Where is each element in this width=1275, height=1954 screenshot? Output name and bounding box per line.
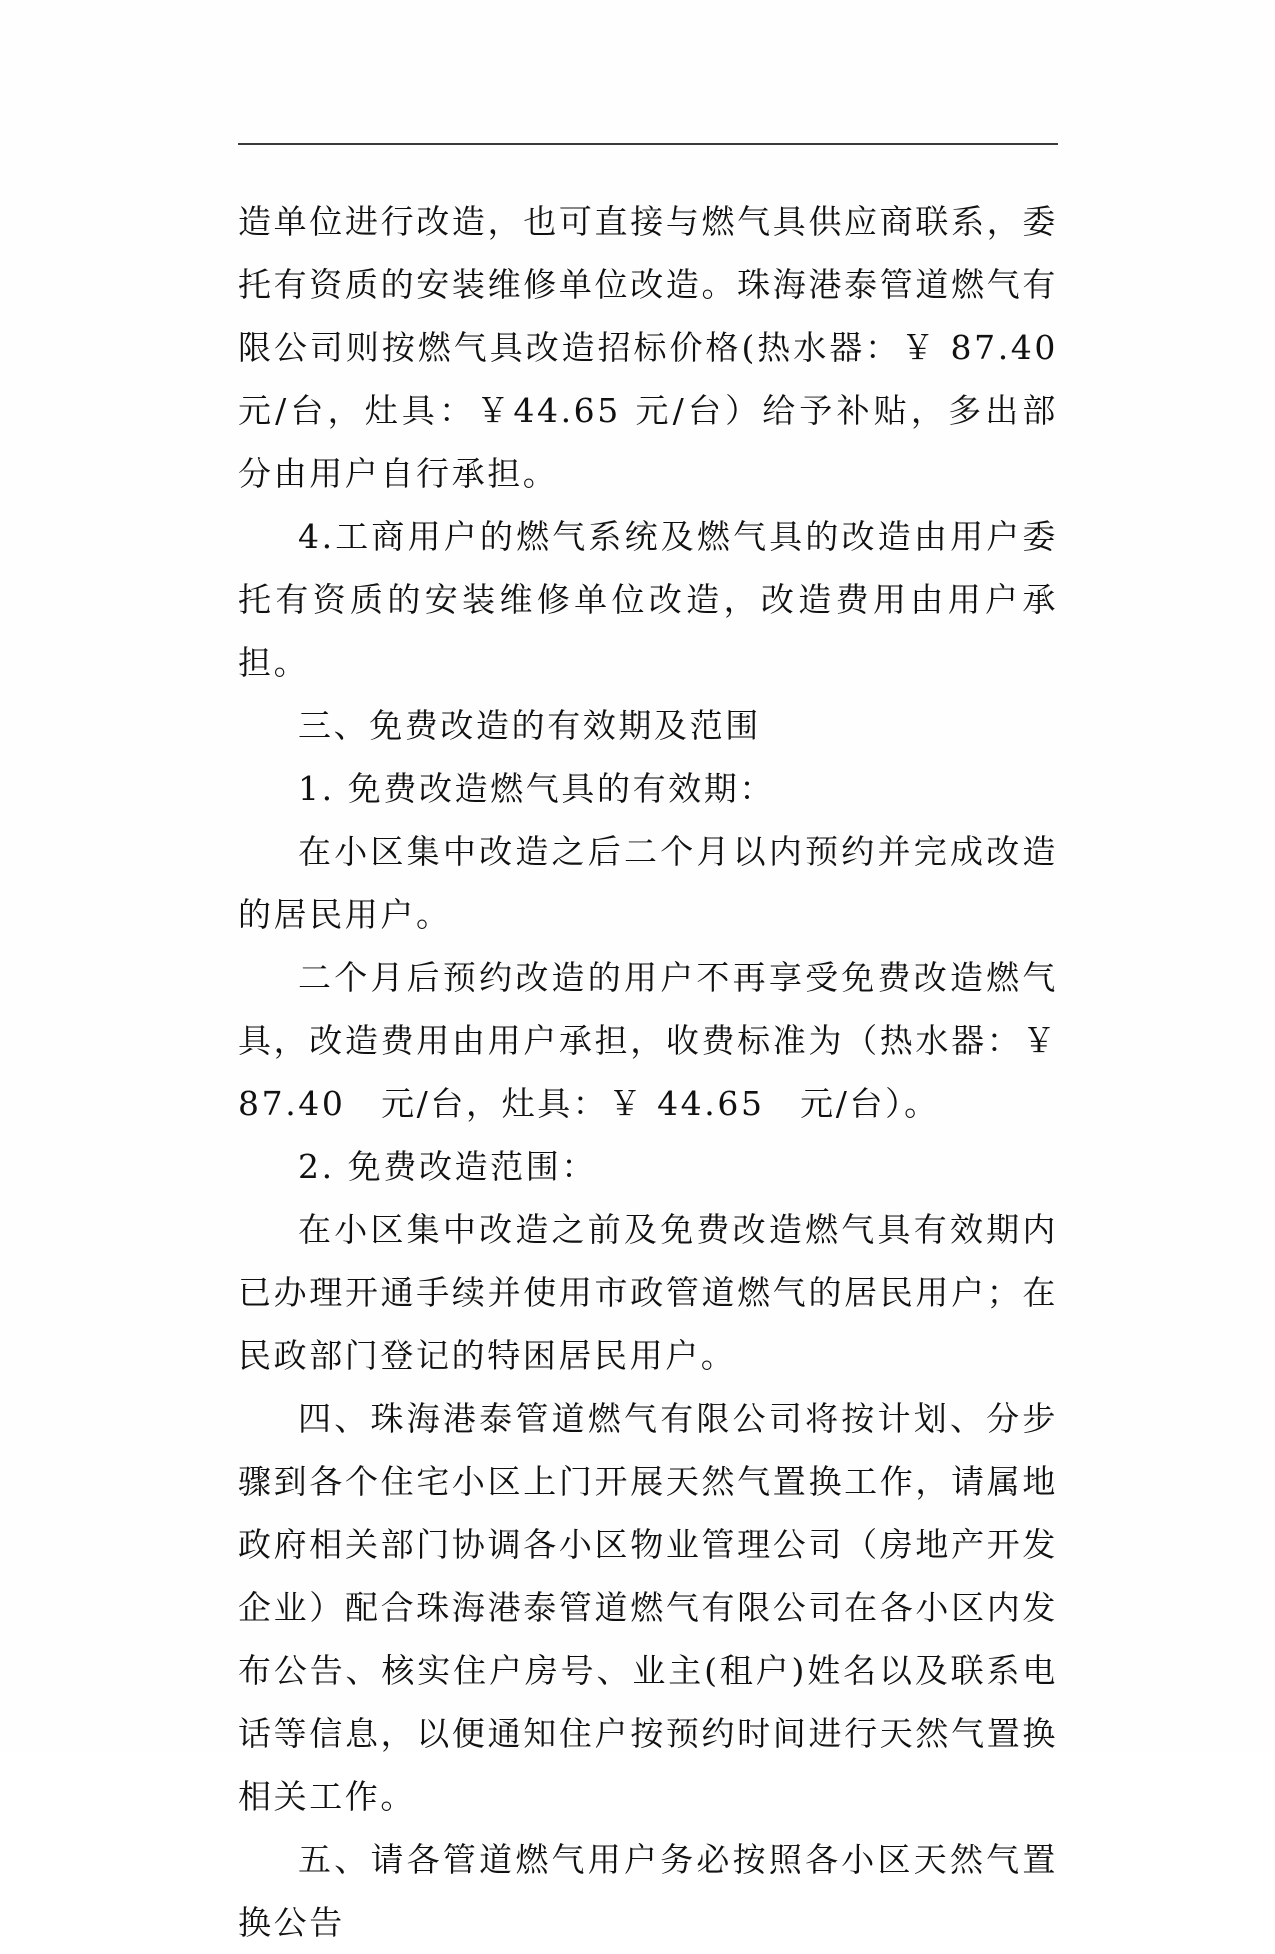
section-four-replacement-work: 四、珠海港泰管道燃气有限公司将按计划、分步骤到各个住宅小区上门开展天然气置换工作，请属地政府相关部门协调各小区物业管理公司（房地产开发企业）配合珠海港泰管道燃气有限公司在各小区内发布公告、核实住户房号、业主(租户)姓名以及联系电话等信息，以便通知住户按预约时间进行天然气置换相关工作。 <box>238 1399 1058 1816</box>
paragraph-commercial-users: 4.工商用户的燃气系统及燃气具的改造由用户委托有资质的安装维修单位改造，改造费用由用户承担。 <box>238 517 1058 682</box>
paragraph-scope: 在小区集中改造之前及免费改造燃气具有效期内已办理开通手续并使用市政管道燃气的居民用户；在民政部门登记的特困居民用户。 <box>238 1210 1058 1375</box>
paragraph-after-two-months: 二个月后预约改造的用户不再享受免费改造燃气具，改造费用由用户承担，收费标准为（热水器：￥ 87.40 元/台，灶具：￥ 44.65 元/台）。 <box>238 958 1058 1123</box>
paragraph-validity-period: 在小区集中改造之后二个月以内预约并完成改造的居民用户。 <box>238 832 1058 934</box>
subheading-validity-period: 1. 免费改造燃气具的有效期： <box>298 769 775 808</box>
paragraph-subsidy-continued: 造单位进行改造，也可直接与燃气具供应商联系，委托有资质的安装维修单位改造。珠海港泰管道燃气有限公司则按燃气具改造招标价格(热水器：￥ 87.40 元/台，灶具：￥44.65 元/台）给予补贴，多出部分由用户自行承担。 <box>238 202 1058 493</box>
subheading-scope: 2. 免费改造范围： <box>298 1147 597 1186</box>
document-body <box>238 190 1058 1954</box>
header-divider <box>238 143 1058 145</box>
section-heading-free-retrofit: 三、免费改造的有效期及范围 <box>298 706 761 745</box>
section-five-users-notice: 五、请各管道燃气用户务必按照各小区天然气置换公告 <box>238 1840 1058 1942</box>
